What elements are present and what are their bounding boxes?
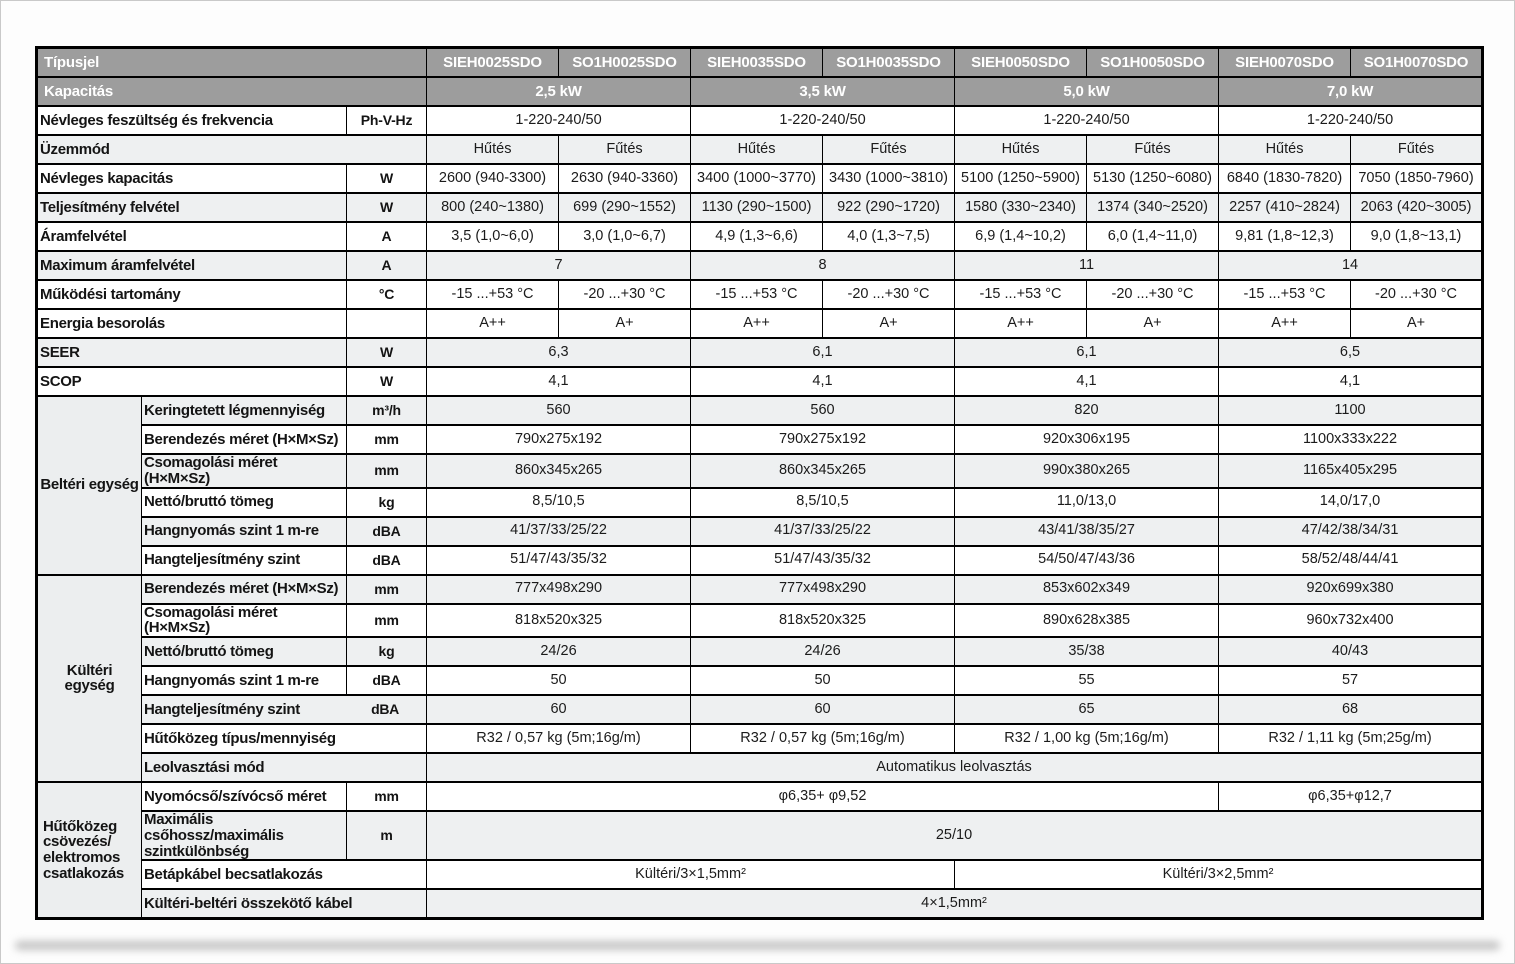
unit-label: mm [347,575,427,604]
value-cell: 11 [955,251,1219,280]
value-cell: -20 ...+30 °C [1087,280,1219,309]
value-cell: 24/26 [691,637,955,666]
value-cell: 922 (290~1720) [823,193,955,222]
value-cell: 1374 (340~2520) [1087,193,1219,222]
value-cell: 41/37/33/25/22 [691,517,955,546]
value-cell: A++ [427,309,559,338]
table-row [37,454,1483,488]
value-cell: 6,0 (1,4~11,0) [1087,222,1219,251]
value-cell: 54/50/47/43/36 [955,546,1219,575]
table-row [37,106,1483,135]
unit-label: A [347,251,427,280]
value-cell: 40/43 [1219,637,1483,666]
table-row [37,517,1483,546]
value-cell: 2600 (940-3300) [427,164,559,193]
value-cell: 14 [1219,251,1483,280]
row-label: Áramfelvétel [37,222,347,251]
model-header: SO1H0070SDO [1351,48,1483,78]
value-cell: 777x498x290 [427,575,691,604]
unit-label: mm [347,454,427,488]
value-cell: 4×1,5mm² [427,889,1483,919]
table-row [37,724,1483,753]
value-cell: φ6,35+ φ9,52 [427,782,1219,811]
value-cell: Fűtés [823,135,955,164]
table-row [37,695,1483,724]
table-row [37,251,1483,280]
value-cell: 920x306x195 [955,425,1219,454]
value-cell: 51/47/43/35/32 [427,546,691,575]
value-cell: R32 / 0,57 kg (5m;16g/m) [427,724,691,753]
value-cell: 699 (290~1552) [559,193,691,222]
table-row [37,338,1483,367]
table-row [37,425,1483,454]
value-cell: Automatikus leolvasztás [427,753,1483,782]
value-cell: -20 ...+30 °C [1351,280,1483,309]
table-row [37,811,1483,860]
value-cell: 6840 (1830-7820) [1219,164,1351,193]
unit-label: W [347,193,427,222]
unit-label [347,309,427,338]
row-label: Leolvasztási mód [142,753,427,782]
value-cell: 11,0/13,0 [955,488,1219,517]
value-cell: 1100x333x222 [1219,425,1483,454]
row-label-text: Hangteljesítmény szint [144,700,300,718]
value-cell: 7050 (1850-7960) [1351,164,1483,193]
value-cell: 50 [691,666,955,695]
value-cell: 3400 (1000~3770) [691,164,823,193]
row-label: Maximum áramfelvétel [37,251,347,280]
capacity-header: 5,0 kW [955,77,1219,106]
value-cell: 43/41/38/35/27 [955,517,1219,546]
model-header-row [37,48,1483,78]
value-cell: 51/47/43/35/32 [691,546,955,575]
row-label: Nettó/bruttó tömeg [142,637,347,666]
value-cell: 6,1 [691,338,955,367]
table-row [37,753,1483,782]
value-cell: 9,0 (1,8~13,1) [1351,222,1483,251]
value-cell: 47/42/38/34/31 [1219,517,1483,546]
unit-label: dBA [371,701,399,718]
value-cell: A+ [559,309,691,338]
model-header: SIEH0070SDO [1219,48,1351,78]
value-cell: 860x345x265 [691,454,955,488]
value-cell: 853x602x349 [955,575,1219,604]
value-cell: 60 [691,695,955,724]
unit-label: mm [347,782,427,811]
section-label-csatlakozas: Hűtőközeg csövezés/ elektromos csatlakozás [37,782,142,919]
value-cell: 1-220-240/50 [427,106,691,135]
table-row [37,135,1483,164]
value-cell: 800 (240~1380) [427,193,559,222]
value-cell: 1-220-240/50 [1219,106,1483,135]
row-label: Csomagolási méret (H×M×Sz) [142,604,347,638]
table-row [37,396,1483,425]
value-cell: φ6,35+φ12,7 [1219,782,1483,811]
table-row [37,546,1483,575]
value-cell: A++ [955,309,1087,338]
value-cell: 790x275x192 [427,425,691,454]
value-cell: Kültéri/3×1,5mm² [427,860,955,889]
value-cell: 14,0/17,0 [1219,488,1483,517]
value-cell: A+ [1087,309,1219,338]
value-cell: A++ [691,309,823,338]
value-cell: 8 [691,251,955,280]
unit-label: kg [347,488,427,517]
capacity-header-row [37,77,1483,106]
value-cell: 1165x405x295 [1219,454,1483,488]
value-cell: 4,1 [955,367,1219,396]
value-cell: Fűtés [1351,135,1483,164]
value-cell: 560 [427,396,691,425]
capacity-header: 3,5 kW [691,77,955,106]
unit-label: °C [347,280,427,309]
value-cell: 790x275x192 [691,425,955,454]
value-cell: 1100 [1219,396,1483,425]
value-cell: 9,81 (1,8~12,3) [1219,222,1351,251]
value-cell: 55 [955,666,1219,695]
table-row [37,164,1483,193]
model-header: SIEH0025SDO [427,48,559,78]
unit-label: mm [347,604,427,638]
value-cell: 25/10 [427,811,1483,860]
row-label [142,695,427,724]
unit-label: W [347,164,427,193]
row-label: Keringtetett légmennyiség [142,396,347,425]
value-cell: Fűtés [559,135,691,164]
table-row [37,782,1483,811]
row-label: Berendezés méret (H×M×Sz) [142,575,347,604]
value-cell: -15 ...+53 °C [1219,280,1351,309]
value-cell: 5100 (1250~5900) [955,164,1087,193]
row-label: Névleges kapacitás [37,164,347,193]
capacity-header: 7,0 kW [1219,77,1483,106]
tipusjel-label: Típusjel [37,48,427,78]
value-cell: 6,3 [427,338,691,367]
table-row [37,309,1483,338]
value-cell: Fűtés [1087,135,1219,164]
model-header: SO1H0035SDO [823,48,955,78]
value-cell: 1130 (290~1500) [691,193,823,222]
spec-table [35,46,1484,920]
table-row [37,575,1483,604]
row-label: Hangnyomás szint 1 m-re [142,666,347,695]
row-label: Hangnyomás szint 1 m-re [142,517,347,546]
table-row [37,860,1483,889]
kapacitas-label: Kapacitás [37,77,427,106]
row-label: Nettó/bruttó tömeg [142,488,347,517]
value-cell: R32 / 1,11 kg (5m;25g/m) [1219,724,1483,753]
table-row [37,889,1483,919]
row-label: Betápkábel becsatlakozás [142,860,427,889]
value-cell: 1580 (330~2340) [955,193,1087,222]
value-cell: R32 / 1,00 kg (5m;16g/m) [955,724,1219,753]
model-header: SO1H0025SDO [559,48,691,78]
value-cell: 24/26 [427,637,691,666]
unit-label: kg [347,637,427,666]
table-row [37,193,1483,222]
value-cell: 820 [955,396,1219,425]
value-cell: -15 ...+53 °C [427,280,559,309]
row-label: Működési tartomány [37,280,347,309]
value-cell: 68 [1219,695,1483,724]
value-cell: 4,0 (1,3~7,5) [823,222,955,251]
table-row [37,666,1483,695]
row-label: Kültéri-beltéri összekötő kábel [142,889,427,919]
unit-label: A [347,222,427,251]
row-label: Névleges feszültség és frekvencia [37,106,347,135]
value-cell: 7 [427,251,691,280]
table-row [37,222,1483,251]
value-cell: R32 / 0,57 kg (5m;16g/m) [691,724,955,753]
value-cell: 50 [427,666,691,695]
row-label: Üzemmód [37,135,427,164]
row-label: Csomagolási méret (H×M×Sz) [142,454,347,488]
unit-label: W [347,338,427,367]
value-cell: A+ [1351,309,1483,338]
value-cell: 8,5/10,5 [691,488,955,517]
value-cell: 2257 (410~2824) [1219,193,1351,222]
row-label: Energia besorolás [37,309,347,338]
unit-label: dBA [347,517,427,546]
value-cell: 60 [427,695,691,724]
value-cell: 4,1 [427,367,691,396]
value-cell: 35/38 [955,637,1219,666]
value-cell: 58/52/48/44/41 [1219,546,1483,575]
section-label-kulteri: Kültéri egység [37,575,142,783]
value-cell: 6,1 [955,338,1219,367]
model-header: SIEH0050SDO [955,48,1087,78]
value-cell: 960x732x400 [1219,604,1483,638]
value-cell: 65 [955,695,1219,724]
value-cell: 4,9 (1,3~6,6) [691,222,823,251]
value-cell: 560 [691,396,955,425]
value-cell: 990x380x265 [955,454,1219,488]
value-cell: 777x498x290 [691,575,955,604]
value-cell: Hűtés [691,135,823,164]
unit-label: dBA [347,546,427,575]
value-cell: 860x345x265 [427,454,691,488]
value-cell: 41/37/33/25/22 [427,517,691,546]
value-cell: Hűtés [955,135,1087,164]
row-label: Hűtőközeg típus/mennyiség [142,724,427,753]
value-cell: 1-220-240/50 [691,106,955,135]
row-label: Nyomócső/szívócső méret [142,782,347,811]
value-cell: 1-220-240/50 [955,106,1219,135]
value-cell: -20 ...+30 °C [559,280,691,309]
value-cell: A++ [1219,309,1351,338]
value-cell: Hűtés [427,135,559,164]
page-bottom-shadow [15,941,1500,950]
table-row [37,604,1483,638]
row-label: SCOP [37,367,347,396]
table-row [37,280,1483,309]
unit-label: m³/h [347,396,427,425]
value-cell: -15 ...+53 °C [691,280,823,309]
row-label: Hangteljesítmény szint [142,546,347,575]
value-cell: -20 ...+30 °C [823,280,955,309]
value-cell: 2063 (420~3005) [1351,193,1483,222]
unit-label: mm [347,425,427,454]
value-cell: 920x699x380 [1219,575,1483,604]
section-label-belteri: Beltéri egység [37,396,142,575]
unit-label: W [347,367,427,396]
value-cell: 57 [1219,666,1483,695]
row-label: Berendezés méret (H×M×Sz) [142,425,347,454]
value-cell: 818x520x325 [427,604,691,638]
row-label: SEER [37,338,347,367]
unit-label: dBA [347,666,427,695]
value-cell: 890x628x385 [955,604,1219,638]
value-cell: 6,5 [1219,338,1483,367]
value-cell: 3,0 (1,0~6,7) [559,222,691,251]
value-cell: 3430 (1000~3810) [823,164,955,193]
value-cell: 8,5/10,5 [427,488,691,517]
unit-label: Ph-V-Hz [347,106,427,135]
row-label: Maximális csőhossz/maximális szintkülönbség [142,811,347,860]
model-header: SO1H0050SDO [1087,48,1219,78]
table-row [37,367,1483,396]
unit-label: m [347,811,427,860]
table-row [37,637,1483,666]
value-cell: A+ [823,309,955,338]
value-cell: -15 ...+53 °C [955,280,1087,309]
value-cell: 2630 (940-3360) [559,164,691,193]
value-cell: Kültéri/3×2,5mm² [955,860,1483,889]
model-header: SIEH0035SDO [691,48,823,78]
value-cell: 4,1 [1219,367,1483,396]
row-label: Teljesítmény felvétel [37,193,347,222]
value-cell: 4,1 [691,367,955,396]
value-cell: 5130 (1250~6080) [1087,164,1219,193]
value-cell: Hűtés [1219,135,1351,164]
capacity-header: 2,5 kW [427,77,691,106]
value-cell: 3,5 (1,0~6,0) [427,222,559,251]
value-cell: 6,9 (1,4~10,2) [955,222,1087,251]
value-cell: 818x520x325 [691,604,955,638]
table-row [37,488,1483,517]
